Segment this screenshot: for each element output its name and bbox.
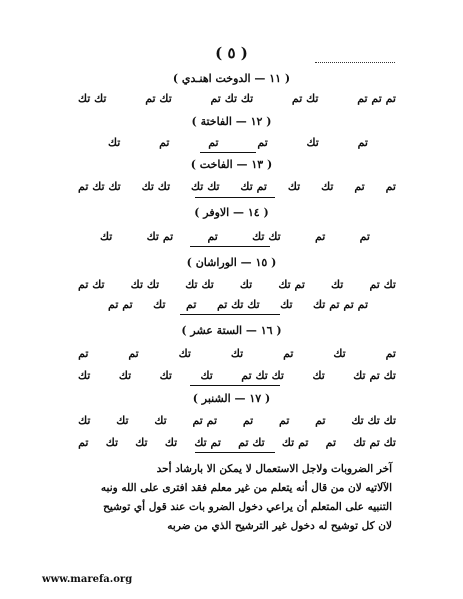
rhythm-syllable: تك [280, 298, 293, 311]
rhythm-syllable: تك تك تم [216, 298, 260, 311]
section-heading: ( ١٣ — الفاخت ) [190, 158, 273, 171]
rhythm-syllable: تم [385, 180, 396, 193]
underline [190, 246, 270, 247]
rhythm-syllable: تك [159, 369, 172, 382]
rhythm-syllable: تم تم [108, 298, 133, 311]
section-heading: ( ١٢ — الفاختة ) [191, 115, 272, 128]
rhythm-syllable: تك [118, 369, 132, 382]
rhythm-syllable: تك تم تك [353, 369, 396, 382]
rhythm-syllable: تك [239, 278, 253, 291]
rhythm-syllable: تم تم [192, 414, 218, 427]
rhythm-syllable: تك تك [252, 230, 281, 243]
rhythm-syllable: تك تك [185, 278, 214, 291]
rhythm-syllable: تك تك تم [78, 180, 121, 193]
underline [195, 197, 275, 198]
section-heading: ( ١٥ — الوراشان ) [186, 256, 277, 269]
rhythm-syllable: تك تك [141, 180, 171, 193]
page-number: ( ٥ ) [215, 44, 248, 62]
rhythm-syllable: تك [135, 436, 148, 449]
rhythm-syllable: تم تم تم تك [313, 298, 368, 311]
rhythm-row [78, 369, 396, 382]
rhythm-syllable: تم [279, 414, 290, 427]
rhythm-syllable: تم [186, 298, 197, 311]
rhythm-syllable: تك [312, 369, 325, 382]
underline [190, 385, 280, 386]
rhythm-syllable: تك [153, 298, 166, 311]
decorative-rule [315, 62, 395, 63]
rhythm-syllable: تك [287, 180, 301, 193]
section-heading: ( ١١ — الدوخت اهنـدي ) [172, 72, 291, 85]
rhythm-syllable: تك [164, 436, 178, 449]
rhythm-syllable: تك تك تم [210, 92, 254, 105]
rhythm-row [78, 436, 396, 449]
rhythm-syllable: تم تك [278, 278, 305, 291]
rhythm-row [108, 136, 368, 149]
rhythm-syllable: تك [333, 347, 346, 360]
paragraph-line: الآلاتيه لان من قال أنه يتعلم من غير معلم فقد افترى على الله ونبه [100, 482, 392, 494]
rhythm-syllable: تم [357, 136, 368, 149]
rhythm-syllable: تم تك [146, 230, 174, 243]
paragraph-line: التنبيه على المتعلم أن يراعي دخول الضرو بات عند قول أي توشيح [103, 501, 392, 513]
rhythm-syllable: تك [306, 136, 319, 149]
rhythm-syllable: تم [78, 436, 89, 449]
rhythm-syllable: تك تم [238, 436, 265, 449]
section-heading: ( ١٦ — الستة عشر ) [181, 324, 282, 337]
rhythm-syllable: تم تك [194, 436, 221, 449]
rhythm-syllable: تم [128, 347, 139, 360]
rhythm-syllable: تم [315, 414, 326, 427]
rhythm-syllable: تك [331, 278, 344, 291]
rhythm-syllable: تك [154, 414, 167, 427]
rhythm-syllable: تم تم تم [357, 92, 396, 105]
rhythm-syllable: تم [385, 347, 396, 360]
rhythm-syllable: تك [78, 369, 91, 382]
rhythm-syllable: تك [230, 347, 244, 360]
rhythm-syllable: تم [283, 347, 294, 360]
closing-paragraph [92, 460, 392, 536]
rhythm-syllable: تم [159, 136, 170, 149]
underline [200, 152, 256, 153]
rhythm-syllable: تك [78, 414, 91, 427]
rhythm-syllable: تك تم تك [353, 436, 396, 449]
rhythm-row [100, 230, 370, 243]
paragraph-line: آخر الضروبات ولاجل الاستعمال لا يمكن الا بارشاد أحد [156, 463, 392, 475]
rhythm-syllable: تم [325, 436, 337, 449]
rhythm-row [78, 414, 396, 427]
rhythm-syllable: تك تك [191, 180, 220, 193]
rhythm-row [78, 92, 396, 105]
rhythm-syllable: تك تك تم [241, 369, 284, 382]
rhythm-syllable: تم [78, 347, 89, 360]
rhythm-syllable: تك تم [78, 278, 105, 291]
rhythm-syllable: تم [242, 414, 254, 427]
rhythm-syllable: تك تم [369, 278, 396, 291]
rhythm-syllable: تك [100, 230, 113, 243]
rhythm-syllable: تك تك [130, 278, 160, 291]
rhythm-syllable: تك [321, 180, 334, 193]
rhythm-row [78, 278, 396, 291]
rhythm-syllable: تم [208, 136, 219, 149]
rhythm-syllable: تك [178, 347, 191, 360]
rhythm-syllable: تك [200, 369, 213, 382]
rhythm-syllable: تك تك تك [351, 414, 396, 427]
rhythm-syllable: تك [108, 136, 121, 149]
rhythm-syllable: تم [354, 180, 365, 193]
rhythm-row [78, 347, 396, 360]
paragraph-line: لان كل توشيح له دخول غير الترشيح الذي من ضربه [167, 520, 392, 532]
rhythm-syllable: تك [116, 414, 129, 427]
rhythm-row [108, 298, 368, 311]
rhythm-syllable: تك تم [145, 92, 172, 105]
rhythm-syllable: تم [314, 230, 326, 243]
rhythm-syllable: تم تك [240, 180, 267, 193]
footer-url: www.marefa.org [42, 574, 133, 585]
underline [180, 314, 280, 315]
rhythm-syllable: تك تك [78, 92, 107, 105]
rhythm-syllable: تم [207, 230, 218, 243]
underline [195, 452, 275, 453]
rhythm-syllable: تك تم [291, 92, 319, 105]
section-heading: ( ١٤ — الاوفر ) [194, 206, 269, 219]
rhythm-syllable: تم [359, 230, 370, 243]
section-heading: ( ١٧ — الشنبر ) [192, 392, 271, 405]
rhythm-syllable: تم [257, 136, 268, 149]
rhythm-syllable: تك [105, 436, 119, 449]
rhythm-row [78, 180, 396, 193]
rhythm-syllable: تم تك [281, 436, 309, 449]
